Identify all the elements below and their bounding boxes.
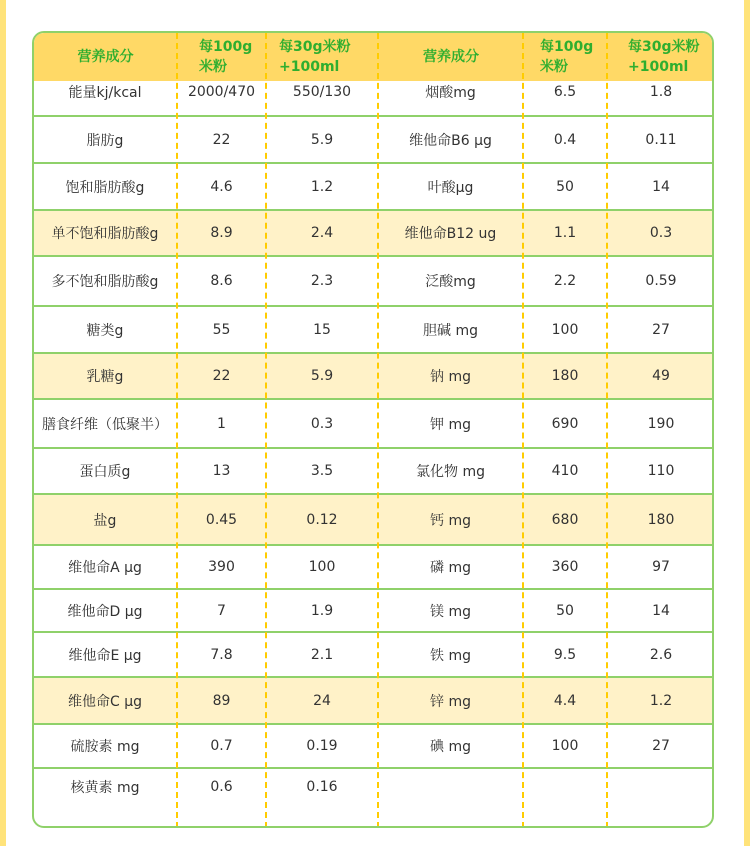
left-border-strip (0, 0, 6, 846)
value-cell: 1.2 (310, 178, 334, 195)
value-cell: 690 (551, 415, 579, 432)
header-per-30g-left: 每30g米粉 +100ml (279, 39, 351, 75)
value-cell: 2.4 (310, 225, 334, 241)
value-cell: 110 (647, 463, 675, 479)
value-cell: 0.6 (210, 779, 233, 795)
value-cell: 0.12 (306, 511, 338, 528)
table-row (34, 495, 712, 544)
table-row (34, 769, 712, 805)
table-row (34, 354, 712, 398)
nutrition-table (32, 31, 714, 828)
table-row (34, 546, 712, 588)
column-divider (265, 33, 267, 828)
column-divider (377, 33, 379, 828)
nutrient-name-cell: 氯化物 mg (416, 464, 485, 480)
value-cell: 0.59 (645, 273, 677, 289)
nutrient-name-cell: 钙 mg (430, 512, 471, 529)
value-cell: 50 (556, 602, 574, 619)
table-row (34, 69, 712, 115)
value-cell: 22 (212, 131, 231, 148)
value-cell: 0.3 (310, 415, 334, 432)
value-cell: 2.1 (310, 646, 334, 663)
value-cell: 14 (652, 178, 670, 195)
value-cell: 7.8 (210, 646, 233, 663)
table-row (34, 307, 712, 352)
value-cell: 3.5 (310, 463, 334, 479)
value-cell: 49 (652, 368, 670, 384)
value-cell: 50 (556, 178, 574, 195)
value-cell: 0.16 (306, 779, 338, 795)
value-cell: 15 (313, 321, 331, 338)
nutrient-name-cell: 维他命B12 ug (404, 226, 497, 242)
nutrient-name-cell: 核黄素 mg (70, 780, 140, 796)
nutrient-name-cell: 糖类g (86, 322, 124, 339)
value-cell (524, 769, 606, 805)
nutrient-name-cell: 维他命D μg (67, 603, 143, 620)
table-row (34, 257, 712, 305)
value-cell: 2000/470 (187, 84, 256, 100)
value-cell: 180 (647, 511, 675, 528)
value-cell: 89 (212, 692, 231, 709)
header-nutrient-left: 营养成分 (77, 49, 134, 65)
value-cell: 7 (217, 602, 226, 619)
table-row (34, 590, 712, 631)
nutrient-name-cell: 铁 mg (430, 647, 471, 664)
value-cell: 4.4 (553, 692, 577, 709)
value-cell: 0.45 (205, 511, 238, 528)
column-divider (606, 33, 608, 828)
value-cell: 27 (652, 321, 670, 338)
nutrient-name-cell: 泛酸mg (425, 274, 476, 290)
value-cell: 550/130 (292, 84, 352, 100)
nutrient-name-cell: 脂肪g (86, 132, 124, 149)
value-cell: 0.3 (649, 225, 673, 241)
value-cell: 8.9 (210, 225, 233, 241)
value-cell: 410 (551, 463, 579, 479)
nutrient-name-cell: 维他命B6 μg (409, 132, 492, 149)
nutrient-name-cell (379, 769, 522, 805)
header-nutrient-right: 营养成分 (423, 49, 479, 65)
value-cell: 5.9 (310, 368, 334, 384)
value-cell: 8.6 (210, 273, 233, 289)
value-cell: 0.19 (306, 738, 338, 754)
value-cell: 100 (551, 321, 579, 338)
value-cell: 0.7 (210, 738, 233, 754)
table-row (34, 678, 712, 723)
value-cell: 1.2 (649, 692, 673, 709)
right-border-strip (744, 0, 750, 846)
nutrient-name-cell: 乳糖g (86, 369, 124, 385)
value-cell: 4.6 (210, 178, 233, 195)
header-per-100g-right: 每100g 米粉 (540, 39, 594, 75)
value-cell: 0.4 (553, 131, 577, 148)
value-cell (608, 769, 714, 805)
nutrient-name-cell: 能量kj/kcal (68, 85, 142, 101)
nutrient-name-cell: 饱和脂肪酸g (65, 179, 145, 196)
value-cell: 22 (212, 368, 231, 384)
nutrient-name-cell: 盐g (93, 512, 117, 529)
nutrient-name-cell: 维他命E μg (68, 647, 142, 664)
value-cell: 1.8 (649, 84, 673, 100)
value-cell: 55 (212, 321, 231, 338)
table-row (34, 400, 712, 447)
nutrient-name-cell: 磷 mg (430, 560, 471, 576)
value-cell: 2.2 (553, 273, 577, 289)
table-row (34, 449, 712, 493)
value-cell: 24 (313, 692, 331, 709)
nutrient-name-cell: 多不饱和脂肪酸g (51, 274, 159, 290)
value-cell: 360 (551, 559, 579, 575)
value-cell: 1.1 (553, 225, 577, 241)
value-cell: 5.9 (310, 131, 334, 148)
column-divider (176, 33, 178, 828)
nutrient-name-cell: 烟酸mg (425, 85, 476, 101)
value-cell: 13 (212, 463, 231, 479)
value-cell: 97 (652, 559, 670, 575)
nutrient-name-cell: 维他命A μg (68, 560, 142, 576)
table-row (34, 117, 712, 162)
value-cell: 0.11 (645, 131, 677, 148)
value-cell: 100 (308, 559, 336, 575)
nutrient-name-cell: 胆碱 mg (423, 322, 478, 339)
value-cell: 6.5 (553, 84, 577, 100)
nutrient-name-cell: 钾 mg (430, 416, 471, 433)
value-cell: 680 (551, 511, 579, 528)
value-cell: 1 (217, 415, 226, 432)
nutrient-name-cell: 镁 mg (430, 603, 471, 620)
nutrient-name-cell: 钠 mg (430, 369, 471, 385)
table-row (34, 164, 712, 209)
header-per-100g-left: 每100g 米粉 (199, 39, 253, 75)
value-cell: 27 (652, 738, 670, 754)
nutrient-name-cell: 硫胺素 mg (70, 739, 140, 755)
value-cell: 14 (652, 602, 670, 619)
value-cell: 100 (551, 738, 579, 754)
value-cell: 190 (647, 415, 675, 432)
value-cell: 390 (208, 559, 235, 575)
table-row (34, 725, 712, 767)
value-cell: 2.6 (649, 646, 673, 663)
nutrient-name-cell: 叶酸μg (427, 179, 474, 196)
nutrient-name-cell: 碘 mg (430, 739, 471, 755)
nutrient-name-cell: 维他命C μg (67, 693, 143, 710)
value-cell: 180 (551, 368, 579, 384)
nutrient-name-cell: 锌 mg (430, 693, 471, 710)
value-cell: 9.5 (553, 646, 577, 663)
value-cell: 2.3 (310, 273, 334, 289)
table-row (34, 211, 712, 255)
table-row (34, 633, 712, 676)
nutrient-name-cell: 膳食纤维（低聚半） (42, 416, 168, 433)
nutrient-name-cell: 蛋白质g (79, 464, 131, 480)
header-per-30g-right: 每30g米粉 +100ml (628, 39, 700, 75)
nutrient-name-cell: 单不饱和脂肪酸g (51, 226, 159, 242)
column-divider (522, 33, 524, 828)
value-cell: 1.9 (310, 602, 334, 619)
